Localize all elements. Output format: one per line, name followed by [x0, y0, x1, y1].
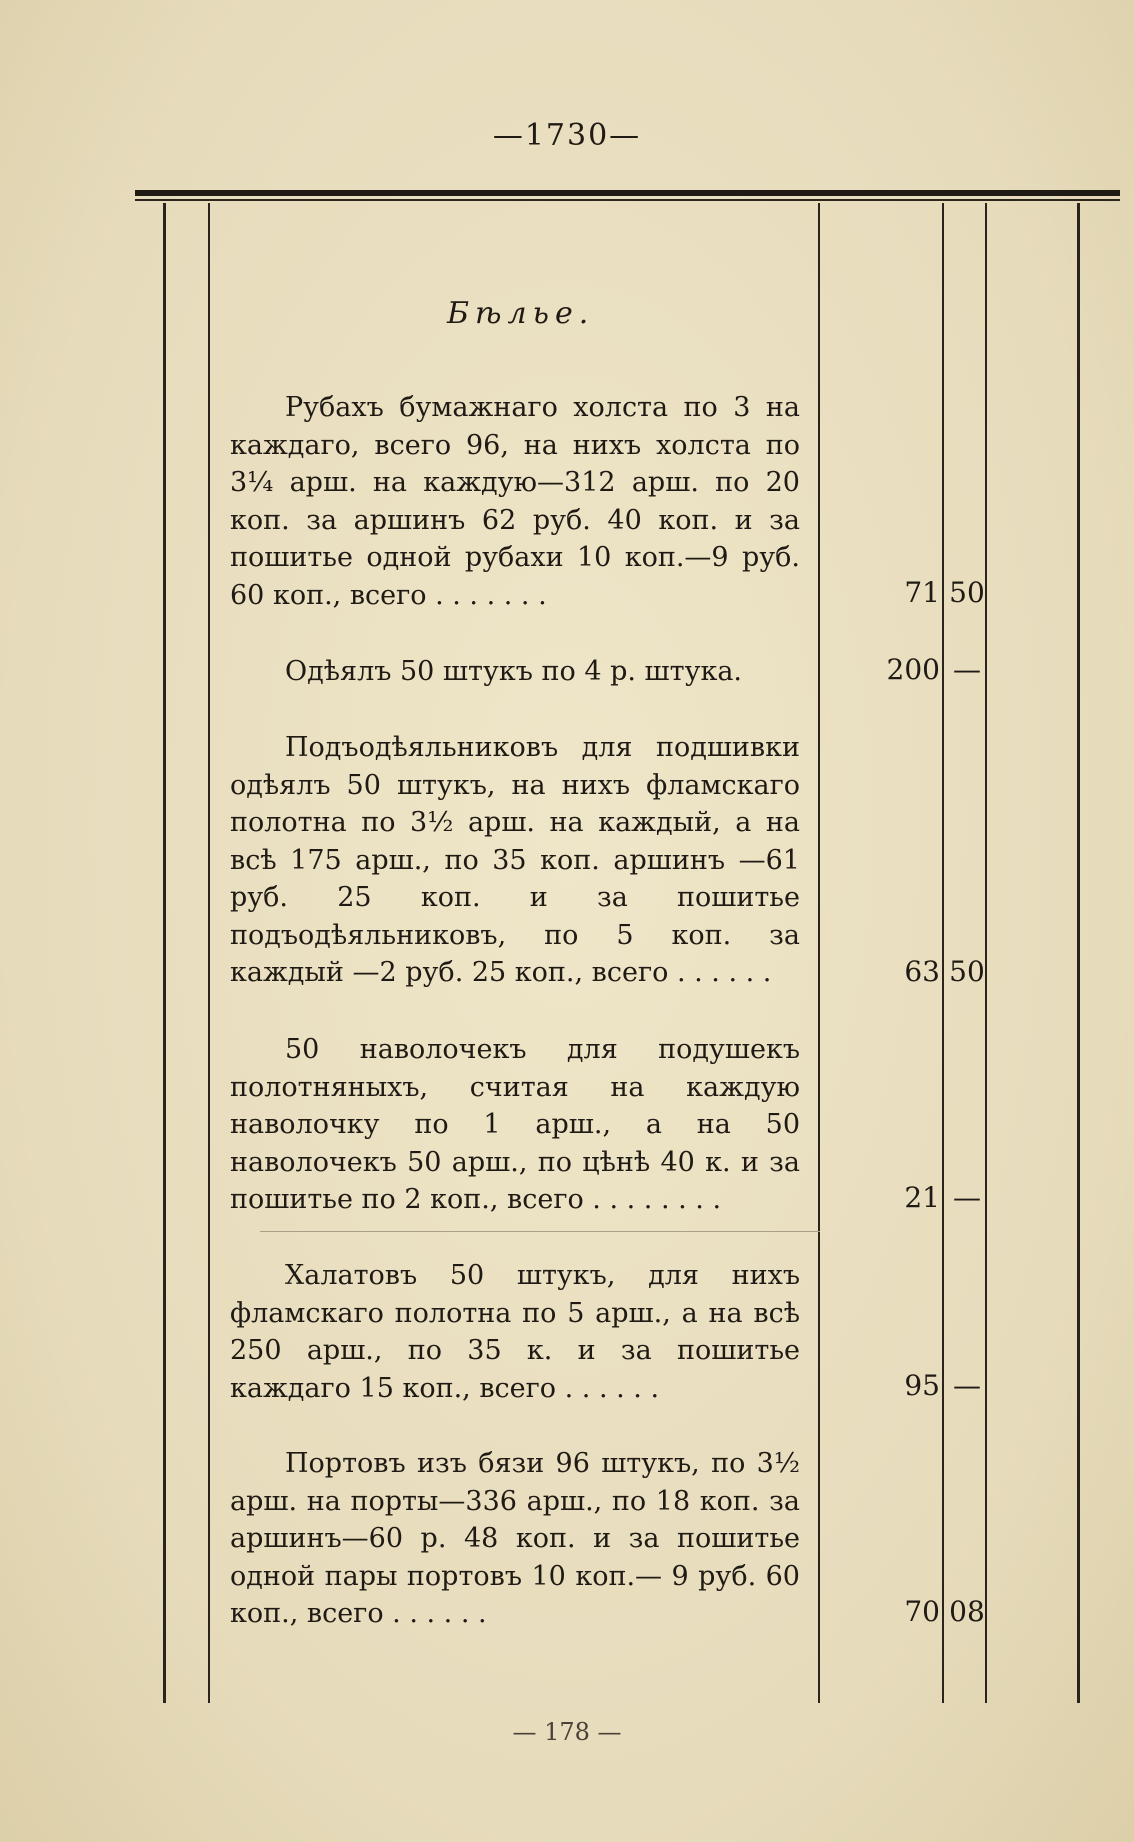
table-border-right	[1077, 203, 1080, 1703]
entry-rubles: 95	[904, 1369, 940, 1402]
entry-kopecks: 08	[949, 1595, 985, 1628]
entry-robes	[230, 1257, 800, 1407]
page-header: —1730—	[492, 118, 642, 153]
entry-rubles: 63	[904, 955, 940, 988]
header-rule-thick	[135, 190, 1120, 196]
entry-separator	[260, 1231, 820, 1232]
entry-duvet-covers	[230, 729, 800, 992]
entry-shirts	[230, 389, 800, 614]
entry-rubles: 71	[904, 576, 940, 609]
entry-blankets	[230, 653, 800, 691]
entry-text: Подъодѣяльниковъ для подшивки одѣялъ 50 штукъ, на нихъ фламскаго полотна по 3½ арш. на каждый, а на всѣ 175 арш., по 35 коп. аршинъ —61 руб. 25 коп. и за пошитье подъодѣяльниковъ, по 5 коп. за каждый —2 руб. 25 коп., всего . . . . . .	[230, 732, 800, 988]
page-number: — 178 —	[512, 1718, 622, 1746]
header-rule-thin	[135, 199, 1120, 201]
kop-column-divider	[985, 203, 987, 1703]
entry-rubles: 200	[886, 653, 940, 686]
section-title: Бѣлье.	[447, 296, 595, 331]
entry-kopecks: —	[953, 653, 981, 686]
rub-column-divider	[942, 203, 944, 1703]
entry-rubles: 21	[904, 1181, 940, 1214]
text-column-divider	[818, 203, 820, 1703]
entry-kopecks: —	[953, 1369, 981, 1402]
entry-kopecks: —	[953, 1181, 981, 1214]
entry-text: Одѣялъ 50 штукъ по 4 р. штука.	[285, 656, 743, 687]
table-border-left	[163, 203, 166, 1703]
entry-pillowcases	[230, 1031, 800, 1219]
entry-trousers	[230, 1445, 800, 1633]
table-border-left-inner	[208, 203, 210, 1703]
entry-kopecks: 50	[949, 576, 985, 609]
entry-text: Портовъ изъ бязи 96 штукъ, по 3½ арш. на порты—336 арш., по 18 коп. за аршинъ—60 р. 48 коп. и за пошитье одной пары портовъ 10 коп.— 9 руб. 60 коп., всего . . . . . .	[230, 1448, 800, 1629]
entry-text: Халатовъ 50 штукъ, для нихъ фламскаго полотна по 5 арш., а на всѣ 250 арш., по 35 к. и за пошитье каждаго 15 коп., всего . . . . . .	[230, 1260, 800, 1404]
entry-text: Рубахъ бумажнаго холста по 3 на каждаго, всего 96, на нихъ холста по 3¼ арш. на каждую—312 арш. по 20 коп. за аршинъ 62 руб. 40 коп. и за пошитье одной рубахи 10 коп.—9 руб. 60 коп., всего . . . . . . .	[230, 392, 800, 611]
entry-rubles: 70	[904, 1595, 940, 1628]
entry-kopecks: 50	[949, 955, 985, 988]
entry-text: 50 наволочекъ для подушекъ полотняныхъ, считая на каждую наволочку по 1 арш., а на 50 наволочекъ 50 арш., по цѣнѣ 40 к. и за пошитье по 2 коп., всего . . . . . . . .	[230, 1034, 800, 1215]
